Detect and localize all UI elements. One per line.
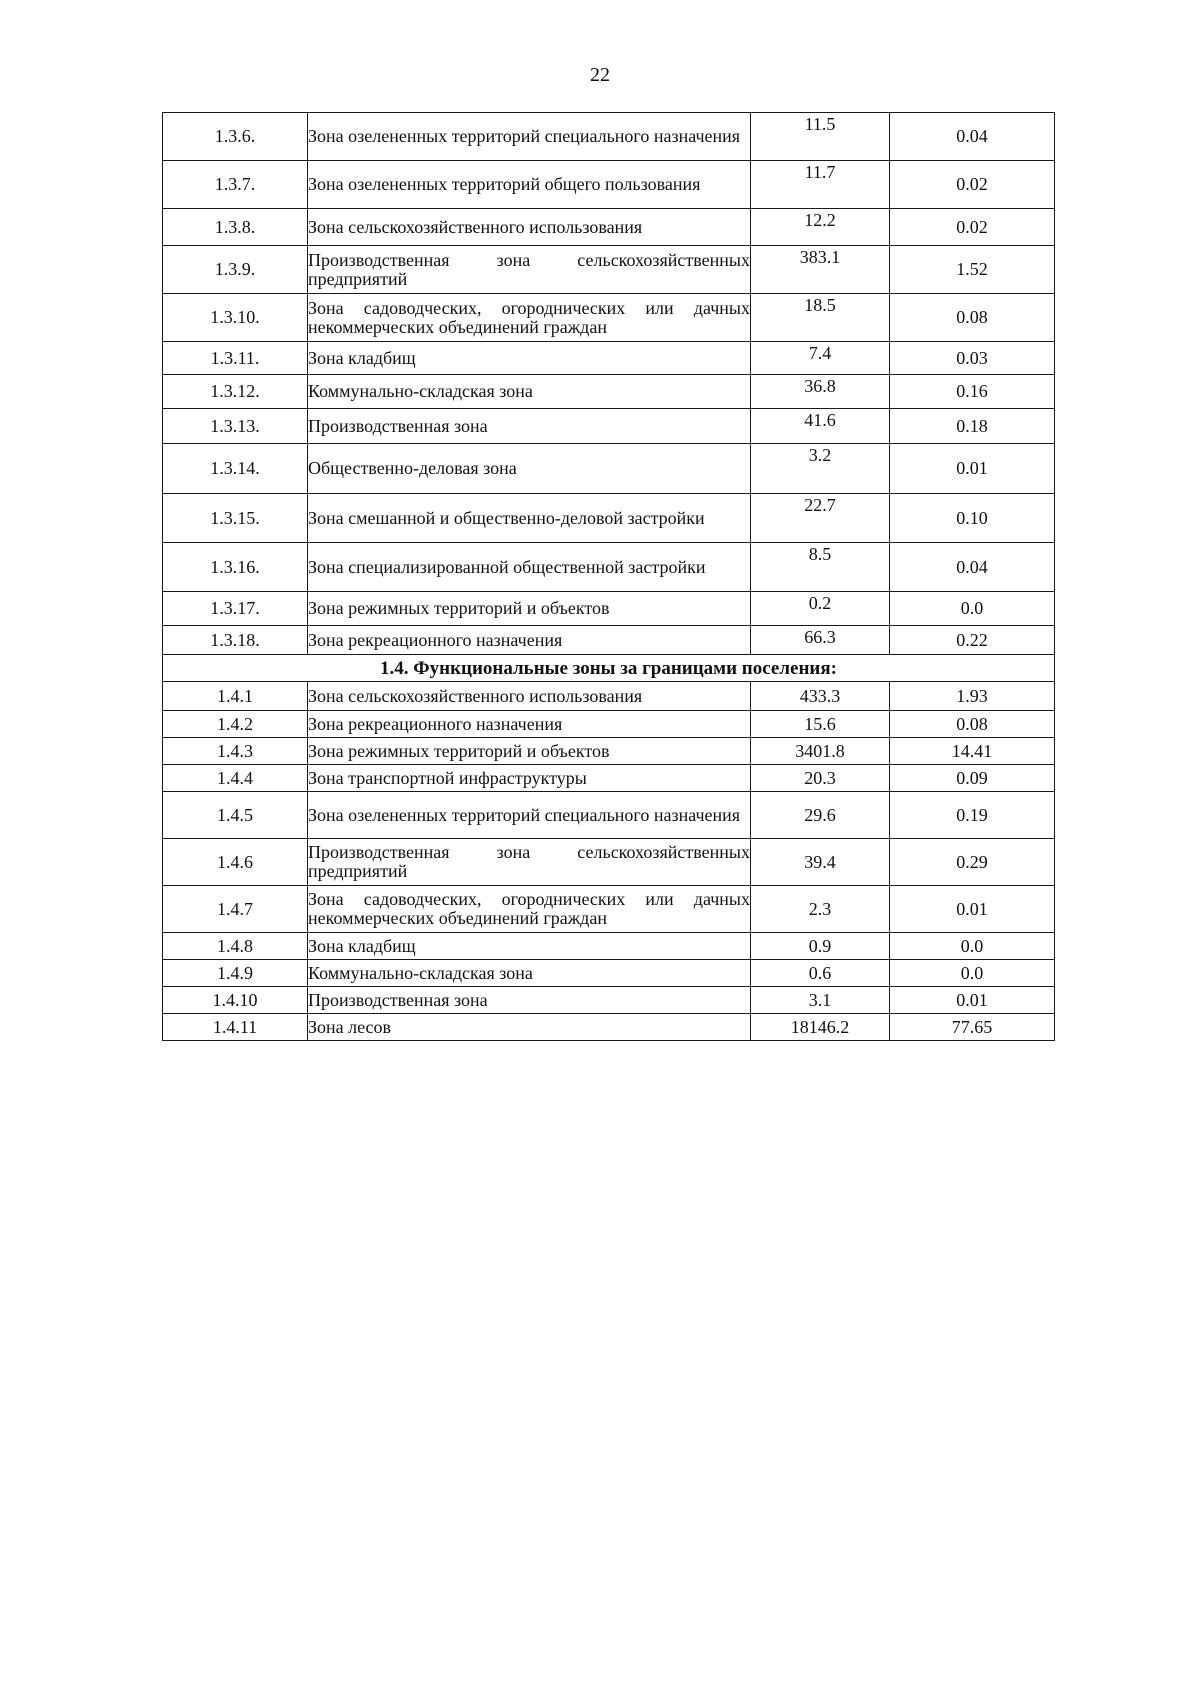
row-number: 1.3.7. [163,161,308,209]
page-number: 22 [590,64,610,86]
zone-area: 11.5 [751,113,890,161]
zone-share: 0.08 [890,711,1055,738]
table-row [163,626,1055,655]
zone-name: Зона озелененных территорий специального назначения [308,792,751,839]
zone-share: 14.41 [890,738,1055,765]
zone-area: 66.3 [751,626,890,655]
row-number: 1.3.14. [163,444,308,494]
zone-area: 3.2 [751,444,890,494]
zone-area: 39.4 [751,839,890,886]
zone-share: 0.10 [890,494,1055,543]
table-row [163,342,1055,375]
table-row [163,886,1055,933]
row-number: 1.3.8. [163,209,308,246]
table-row [163,113,1055,161]
row-number: 1.4.8 [163,933,308,960]
row-number: 1.3.9. [163,246,308,294]
zone-area: 3401.8 [751,738,890,765]
zone-area: 36.8 [751,375,890,409]
zone-name: Зона озелененных территорий специального назначения [308,113,751,161]
zone-name: Зона рекреационного назначения [308,626,751,655]
row-number: 1.3.16. [163,543,308,592]
zone-name: Зона рекреационного назначения [308,711,751,738]
table-row [163,592,1055,626]
zone-name: Зона режимных территорий и объектов [308,738,751,765]
zone-name: Зона лесов [308,1014,751,1041]
row-number: 1.3.13. [163,409,308,444]
row-number: 1.4.5 [163,792,308,839]
zone-share: 0.02 [890,209,1055,246]
table-row [163,375,1055,409]
zone-area: 15.6 [751,711,890,738]
section-header-row [163,655,1055,682]
zone-name: Зона специализированной общественной застройки [308,543,751,592]
zone-name: Зона режимных территорий и объектов [308,592,751,626]
table-row [163,294,1055,342]
row-number: 1.4.4 [163,765,308,792]
zone-name: Зона садоводческих, огороднических или дачных некоммерческих объединений граждан [308,294,751,342]
zone-name: Зона кладбищ [308,933,751,960]
zone-share: 0.02 [890,161,1055,209]
row-number: 1.3.6. [163,113,308,161]
table-row [163,494,1055,543]
zone-share: 0.18 [890,409,1055,444]
table-row [163,444,1055,494]
zone-area: 0.2 [751,592,890,626]
row-number: 1.4.3 [163,738,308,765]
zone-name: Зона сельскохозяйственного использования [308,682,751,711]
table-row [163,543,1055,592]
zone-area: 433.3 [751,682,890,711]
table-row [163,792,1055,839]
zone-share: 0.22 [890,626,1055,655]
zone-share: 1.52 [890,246,1055,294]
zone-share: 0.01 [890,444,1055,494]
row-number: 1.3.10. [163,294,308,342]
table-row [163,738,1055,765]
section-title: 1.4. Функциональные зоны за границами поселения: [163,655,1055,682]
zone-name: Производственная зона сельскохозяйственных предприятий [308,839,751,886]
zone-area: 7.4 [751,342,890,375]
zone-area: 0.9 [751,933,890,960]
zone-area: 3.1 [751,987,890,1014]
zone-area: 29.6 [751,792,890,839]
zone-share: 0.03 [890,342,1055,375]
zone-area: 18.5 [751,294,890,342]
row-number: 1.4.11 [163,1014,308,1041]
row-number: 1.4.2 [163,711,308,738]
zone-share: 1.93 [890,682,1055,711]
zone-area: 12.2 [751,209,890,246]
table-row [163,987,1055,1014]
zone-name: Коммунально-складская зона [308,960,751,987]
zone-area: 383.1 [751,246,890,294]
table-row [163,711,1055,738]
zone-share: 0.19 [890,792,1055,839]
table-row [163,209,1055,246]
row-number: 1.4.7 [163,886,308,933]
zone-area: 11.7 [751,161,890,209]
row-number: 1.4.1 [163,682,308,711]
zone-name: Общественно-деловая зона [308,444,751,494]
row-number: 1.4.10 [163,987,308,1014]
zone-area: 2.3 [751,886,890,933]
table-row [163,765,1055,792]
row-number: 1.4.9 [163,960,308,987]
zone-share: 0.29 [890,839,1055,886]
table-row [163,839,1055,886]
zone-share: 77.65 [890,1014,1055,1041]
zone-area: 0.6 [751,960,890,987]
zone-name: Зона транспортной инфраструктуры [308,765,751,792]
zone-area: 18146.2 [751,1014,890,1041]
zone-name: Производственная зона [308,987,751,1014]
zone-share: 0.0 [890,960,1055,987]
functional-zones-table [162,112,1055,1041]
table-row [163,682,1055,711]
zone-share: 0.16 [890,375,1055,409]
row-number: 1.3.18. [163,626,308,655]
zone-share: 0.09 [890,765,1055,792]
zone-share: 0.04 [890,543,1055,592]
zone-share: 0.08 [890,294,1055,342]
zone-share: 0.01 [890,886,1055,933]
zone-name: Зона сельскохозяйственного использования [308,209,751,246]
zone-share: 0.04 [890,113,1055,161]
zone-name: Производственная зона [308,409,751,444]
row-number: 1.3.12. [163,375,308,409]
row-number: 1.3.17. [163,592,308,626]
table-row [163,960,1055,987]
zone-name: Коммунально-складская зона [308,375,751,409]
zone-name: Зона кладбищ [308,342,751,375]
zone-area: 8.5 [751,543,890,592]
zone-share: 0.0 [890,592,1055,626]
zone-area: 22.7 [751,494,890,543]
zone-name: Производственная зона сельскохозяйственных предприятий [308,246,751,294]
row-number: 1.4.6 [163,839,308,886]
zone-share: 0.01 [890,987,1055,1014]
table-row [163,161,1055,209]
zone-area: 20.3 [751,765,890,792]
table-row [163,1014,1055,1041]
zone-area: 41.6 [751,409,890,444]
zone-name: Зона садоводческих, огороднических или дачных некоммерческих объединений граждан [308,886,751,933]
table-row [163,409,1055,444]
zone-name: Зона смешанной и общественно-деловой застройки [308,494,751,543]
row-number: 1.3.11. [163,342,308,375]
zone-share: 0.0 [890,933,1055,960]
table-row [163,933,1055,960]
table-row [163,246,1055,294]
row-number: 1.3.15. [163,494,308,543]
zone-name: Зона озелененных территорий общего пользования [308,161,751,209]
